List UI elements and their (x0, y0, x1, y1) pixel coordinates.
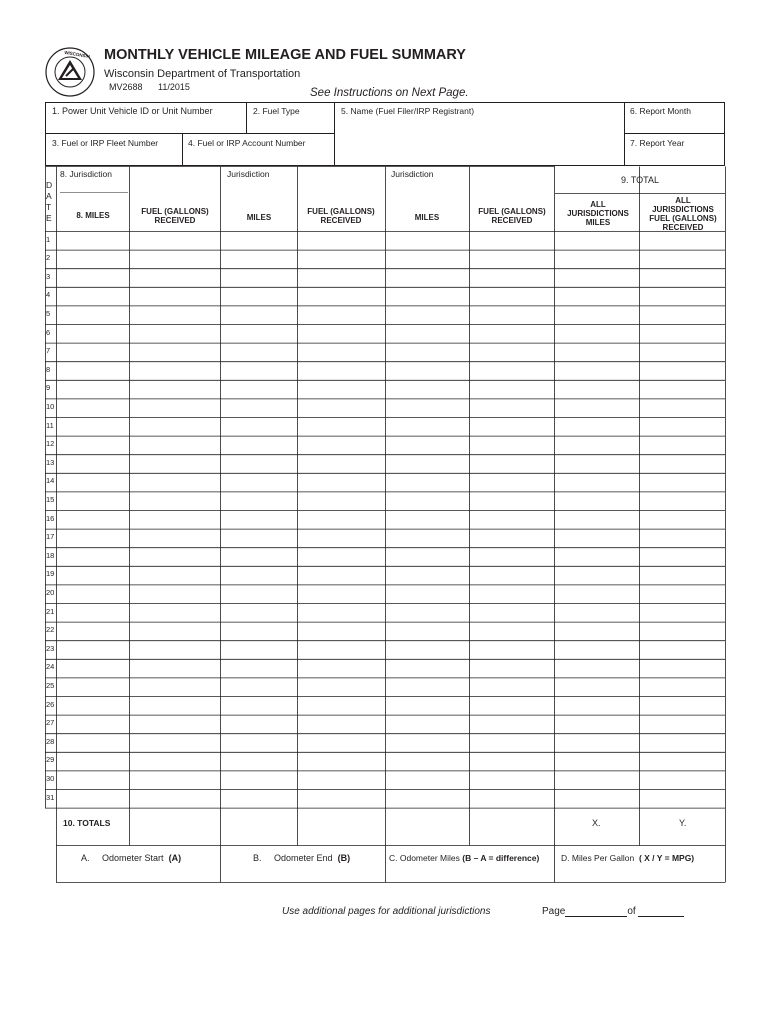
fuel-header-3: FUEL (GALLONS) RECEIVED (478, 207, 546, 225)
day-number: 30 (46, 773, 55, 783)
date-letter-t: T (46, 202, 52, 212)
day-number: 2 (46, 253, 51, 263)
day-number: 13 (46, 457, 55, 467)
total-header: 9. TOTAL (621, 175, 660, 185)
day-number: 3 (46, 271, 51, 281)
day-number: 17 (46, 532, 55, 542)
day-number: 7 (46, 346, 51, 356)
odometer-end-label: B. Odometer End (B) (253, 853, 351, 863)
day-number: 4 (46, 290, 51, 300)
jurisdiction-3-header: Jurisdiction (391, 169, 434, 179)
day-number: 16 (46, 513, 55, 523)
day-number: 1 (46, 234, 51, 244)
date-letter-e: E (46, 213, 52, 223)
report-month-input[interactable] (626, 118, 723, 132)
day-number: 28 (46, 736, 55, 746)
x-label: X. (592, 818, 601, 828)
day-number: 8 (46, 364, 51, 374)
unit-id-input[interactable] (47, 118, 245, 132)
account-number-input[interactable] (184, 150, 333, 164)
day-number: 15 (46, 494, 55, 504)
day-number: 6 (46, 327, 51, 337)
form-number: MV2688 (109, 82, 143, 92)
page-total-input[interactable] (638, 906, 684, 917)
day-number: 31 (46, 792, 55, 802)
name-label: 5. Name (Fuel Filer/IRP Registrant) (341, 106, 475, 116)
day-number: 21 (46, 606, 55, 616)
miles-header-2: MILES (246, 213, 272, 222)
report-year-label: 7. Report Year (630, 138, 685, 148)
fleet-number-label: 3. Fuel or IRP Fleet Number (52, 138, 159, 148)
day-number: 19 (46, 569, 55, 579)
form-date: 11/2015 (158, 82, 190, 92)
account-number-label: 4. Fuel or IRP Account Number (188, 138, 306, 148)
odometer-start-label: A. Odometer Start (A) (81, 853, 182, 863)
fuel-header-2: FUEL (GALLONS) RECEIVED (307, 207, 375, 225)
mpg-label: D. Miles Per Gallon ( X / Y = MPG) (561, 853, 695, 863)
all-miles-header: ALL JURISDICTIONS MILES (567, 200, 629, 227)
date-letter-a: A (46, 191, 52, 201)
agency-name: Wisconsin Department of Transportation (104, 68, 301, 80)
page-numbering: Page of (542, 906, 684, 917)
all-fuel-header: ALL JURISDICTIONS FUEL (GALLONS) RECEIVED (649, 196, 717, 232)
day-number: 22 (46, 625, 55, 635)
jurisdiction-1-header: 8. Jurisdiction (60, 169, 112, 179)
day-number: 9 (46, 383, 51, 393)
day-number: 25 (46, 680, 55, 690)
report-month-label: 6. Report Month (630, 106, 691, 116)
y-label: Y. (679, 818, 687, 828)
miles-header-3: MILES (414, 213, 440, 222)
fuel-header-1: FUEL (GALLONS) RECEIVED (141, 207, 209, 225)
page-number-input[interactable] (565, 906, 627, 917)
fuel-type-input[interactable] (248, 118, 333, 132)
date-letter-d: D (46, 180, 53, 190)
day-number: 24 (46, 662, 55, 672)
svg-text:WISCONSIN: WISCONSIN (63, 49, 91, 60)
day-number: 5 (46, 308, 51, 318)
unit-id-label: 1. Power Unit Vehicle ID or Unit Number (52, 106, 213, 116)
day-number: 10 (46, 401, 55, 411)
day-number: 11 (46, 420, 54, 430)
fuel-type-label: 2. Fuel Type (253, 106, 300, 116)
day-number: 29 (46, 755, 55, 765)
report-year-input[interactable] (626, 150, 723, 164)
day-number: 20 (46, 587, 55, 597)
additional-pages-note: Use additional pages for additional jurisdictions (282, 906, 491, 917)
day-number: 12 (46, 439, 55, 449)
jurisdiction-2-header: Jurisdiction (227, 169, 270, 179)
miles-header-1: 8. MILES (76, 211, 110, 220)
day-number: 26 (46, 699, 55, 709)
day-number: 14 (46, 476, 55, 486)
form-title: MONTHLY VEHICLE MILEAGE AND FUEL SUMMARY (104, 47, 466, 63)
day-number: 27 (46, 718, 55, 728)
day-number: 23 (46, 643, 55, 653)
totals-label: 10. TOTALS (63, 818, 111, 828)
fleet-number-input[interactable] (47, 150, 181, 164)
odometer-miles-label: C. Odometer Miles (B – A = difference) (389, 853, 540, 863)
instructions-note: See Instructions on Next Page. (310, 87, 469, 99)
name-input[interactable] (336, 118, 623, 164)
day-number: 18 (46, 550, 55, 560)
